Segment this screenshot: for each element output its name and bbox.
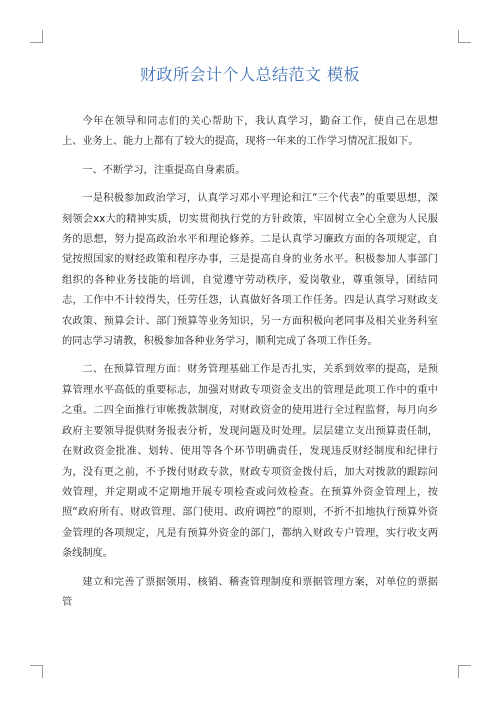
crop-mark-bottom-left: [30, 665, 43, 678]
crop-mark-bottom-right: [458, 665, 471, 678]
document-body: [62, 112, 438, 621]
paragraph-study-details: 一是积极参加政治学习，认真学习邓小平理论和江“三个代表”的重要思想，深刻领会xx大的精神实质，切实贯彻执行党的方针政策，牢固树立全心全意为人民服务的思想，努力提高政治水平和理论修养。二是认真学习廉政方面的各项规定，自觉按照国家的财经政策和程序办事，三是提高自身的业务水平。积极参加人事部门组织的各种业务技能的培训，自觉遵守劳动秩序，爱岗敬业，尊重领导，团结同志，工作中不计较得失，任劳任怨，认真做好各项工作任务。四是认真学习财政支农政策、预算会计、部门预算等业务知识，另一方面积极向老同事及相关业务科室的同志学习请教，积极参加各种业务学习，顺利完成了各项工作任务。: [62, 193, 438, 348]
crop-mark-top-right: [458, 30, 471, 43]
paragraph-intro: 今年在领导和同志们的关心帮助下，我认真学习，勤奋工作，使自己在思想上、业务上、能力上都有了较大的提高，现将一年来的工作学习情况汇报如下。: [62, 116, 438, 148]
paragraph-budget-management: 二、在预算管理方面：财务管理基础工作是否扎实，关系到效率的提高，是预算管理水平高低的重要标志，加强对财政专项资金支出的管理是此项工作中的重中之重。二四全面推行审帐拨款制度，对财政资金的使用进行全过程监督，每月向乡政府主要领导提供财务报表分析，发现问题及时处理。层层建立支出预算责任制，在财政资金批准、划转、使用等各个环节明确责任，发现违反财经制度和纪律行为，没有更之前，不予拨付财政专款，财政专项资金拨付后，加大对拨款的跟踪问效管理，并定期或不定期地开展专项检查或问效检查。在预算外资金管理上，按照“政府所有、财政管理、部门使用、政府调控”的原则，不折不扣地执行预算外资金管理的各项规定，凡是有预算外资金的部门，都纳入财政专户管理，实行收支两条线制度。: [62, 364, 438, 560]
paragraph-heading-study: 一、不断学习，注重提高自身素质。: [82, 164, 246, 176]
crop-mark-top-left: [30, 30, 43, 43]
document-title: 财政所会计个人总结范文 模板: [139, 65, 361, 84]
paragraph-receipt-management: 建立和完善了票据领用、核销、稽查管理制度和票据管理方案，对单位的票据管: [62, 576, 438, 608]
